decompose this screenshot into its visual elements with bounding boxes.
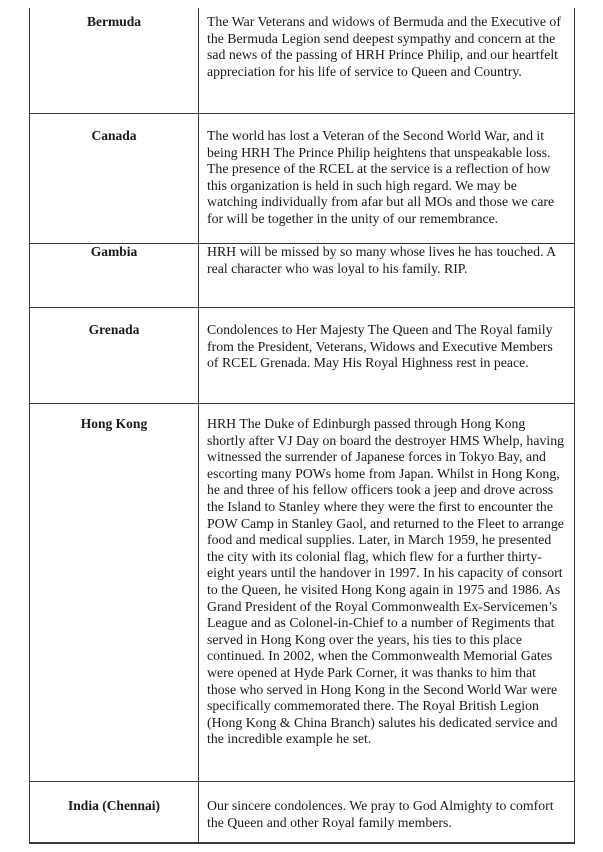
table-row xyxy=(30,404,574,782)
table-row xyxy=(30,8,574,114)
message-cell: HRH The Duke of Edinburgh passed through Hong Kong shortly after VJ Day on board the destroyer HMS Whelp, having witnessed the surrender of Japanese forces in Tokyo Bay, and escorting many POWs home from Japan. Whilst in Hong Kong, he and three of his fellow officers took a jeep and drove across the Island to Stanley where they were the first to encounter the POW Camp in Stanley Gaol, and returned to the Fleet to arrange food and medical supplies. Later, in March 1959, he presented the city with its colonial flag, which flew for a further thirty-eight years until the handover in 1997. In his capacity of consort to the Queen, he visited Hong Kong again in 1975 and 1986. As Grand President of the Royal Commonwealth Ex-Servicemen’s League and as Colonel-in-Chief to a number of Regiments that served in Hong Kong over the years, his ties to this place continued. In 2002, when the Commonwealth Memorial Gates were opened at Hyde Park Corner, it was thanks to him that those who served in Hong Kong in the Second World War were specifically commemorated there. The Royal British Legion (Hong Kong & China Branch) salutes his dedicated service and the incredible example he set. xyxy=(207,416,564,747)
message-cell: The world has lost a Veteran of the Second World War, and it being HRH The Prince Philip heightens that unspeakable loss. The presence of the RCEL at the service is a reflection of how this organization is held in such high regard. We may be watching individually from afar but all MOs and those we care for will be together in the unity of our remembrance. xyxy=(207,128,555,226)
table-row xyxy=(30,308,574,404)
table-row xyxy=(30,782,574,843)
country-cell: Bermuda xyxy=(30,8,199,113)
message-cell: The War Veterans and widows of Bermuda and the Executive of the Bermuda Legion send deepest sympathy and concern at the sad news of the passing of HRH Prince Philip, and our heartfelt appreciation for his life of service to Queen and Country. xyxy=(207,14,561,79)
country-cell: India (Chennai) xyxy=(30,782,199,842)
message-cell: Our sincere condolences. We pray to God Almighty to comfort the Queen and other Royal family members. xyxy=(207,798,554,830)
country-cell: Grenada xyxy=(30,308,199,403)
table-row xyxy=(30,114,574,244)
country-cell: Gambia xyxy=(30,244,199,307)
message-cell: Condolences to Her Majesty The Queen and The Royal family from the President, Veterans, Widows and Executive Members of RCEL Grenada. May His Royal Highness rest in peace. xyxy=(207,322,553,371)
message-cell: HRH will be missed by so many whose lives he has touched. A real character who was loyal to his family. RIP. xyxy=(207,244,556,276)
table-row xyxy=(30,244,574,308)
country-cell: Hong Kong xyxy=(30,404,199,781)
condolence-table xyxy=(29,8,575,844)
country-cell: Canada xyxy=(30,114,199,243)
